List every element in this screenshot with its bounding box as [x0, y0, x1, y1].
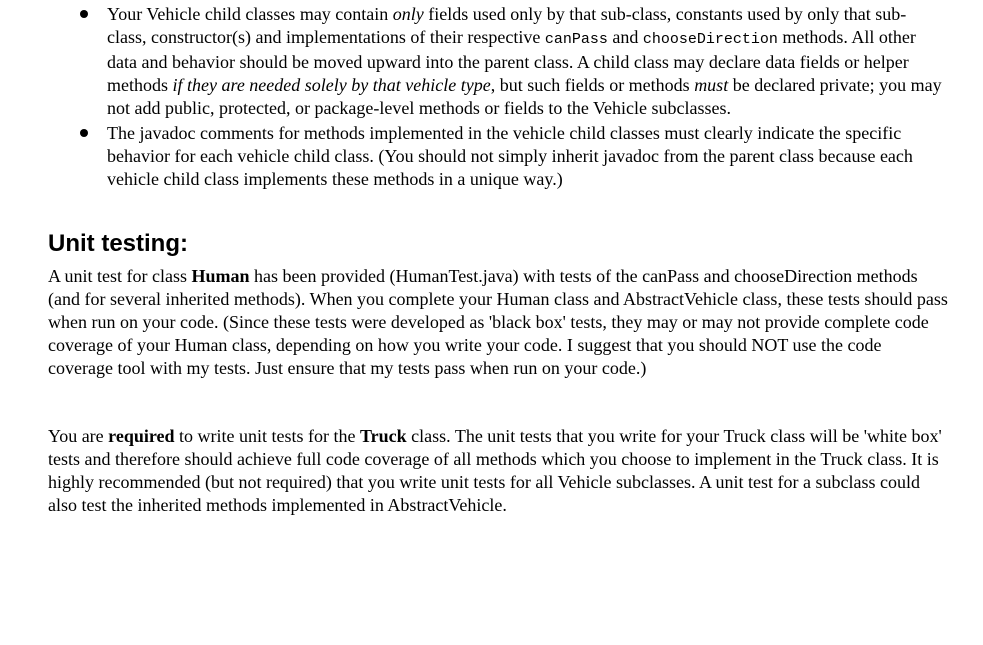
- bullet-dot-icon: [80, 10, 88, 18]
- paragraph-text-segment: class. The unit tests that you write for your Truck class will be 'white box' tests and therefore should achieve full code coverage of all methods which you choose to implement in the Truck class. It is highly recommended (but not required) that you write unit tests for all Vehicle subclasses. A unit test for a subclass could also test the inherited methods implemented in AbstractVehicle.: [48, 426, 942, 515]
- bold-required: required: [108, 426, 175, 446]
- paragraph-text-segment: A unit test for class: [48, 266, 192, 286]
- requirements-bullet-list: [0, 3, 983, 193]
- bullet-text-segment: Your Vehicle child classes may contain: [107, 4, 393, 24]
- bullet-text-segment: methods. All other data and behavior should be moved upward into the parent class. A child class may declare data fields or helper methods: [107, 27, 916, 95]
- bold-human: Human: [191, 266, 250, 286]
- bullet-text-segment: , but such fields or methods: [490, 75, 695, 95]
- bullet-text-javadoc: The javadoc comments for methods implemented in the vehicle child classes must clearly indicate the specific behavior for each vehicle child class. (You should not simply inherit javadoc from the parent class because each vehicle child class implements these methods in a unique way.): [107, 123, 913, 189]
- bullet-text-segment: be declared private; you may not add public, protected, or package-level methods or fields to the Vehicle subclasses.: [107, 75, 942, 118]
- bullet-emphasis-only: only: [392, 4, 424, 24]
- bullet-emphasis-must: must: [694, 75, 729, 95]
- paragraph-text-segment: You are: [48, 426, 109, 446]
- bold-truck: Truck: [359, 426, 407, 446]
- bullet-item-child-class-fields: [0, 3, 983, 120]
- bullet-emphasis-vehicle-type: if they are needed solely by that vehicle type: [172, 75, 491, 95]
- code-canpass: canPass: [544, 31, 608, 48]
- bullet-dot-icon: [80, 129, 88, 137]
- code-choosedirection: chooseDirection: [642, 31, 778, 48]
- bullet-text-segment: fields used only by that sub-class, constants used by only that sub-class, constructor(s) and implementations of their respective: [107, 4, 907, 47]
- bullet-text-segment: and: [607, 27, 643, 47]
- paragraph-text-segment: to write unit tests for the: [174, 426, 360, 446]
- paragraph-text-segment: has been provided (HumanTest.java) with tests of the canPass and chooseDirection methods (and for several inherited methods). When you complete your Human class and AbstractVehicle class, these tests should pass when run on your code. (Since these tests were developed as 'black box' tests, they may or may not provide complete code coverage of your Human class, depending on how you write your code. I suggest that you should NOT use the code coverage tool with my tests. Just ensure that my tests pass when run on your code.): [48, 266, 948, 378]
- paragraph-human-test: [48, 265, 948, 380]
- paragraph-truck-test: [48, 425, 948, 517]
- section-heading-unit-testing: Unit testing:: [48, 230, 188, 257]
- bullet-item-javadoc: [0, 122, 983, 191]
